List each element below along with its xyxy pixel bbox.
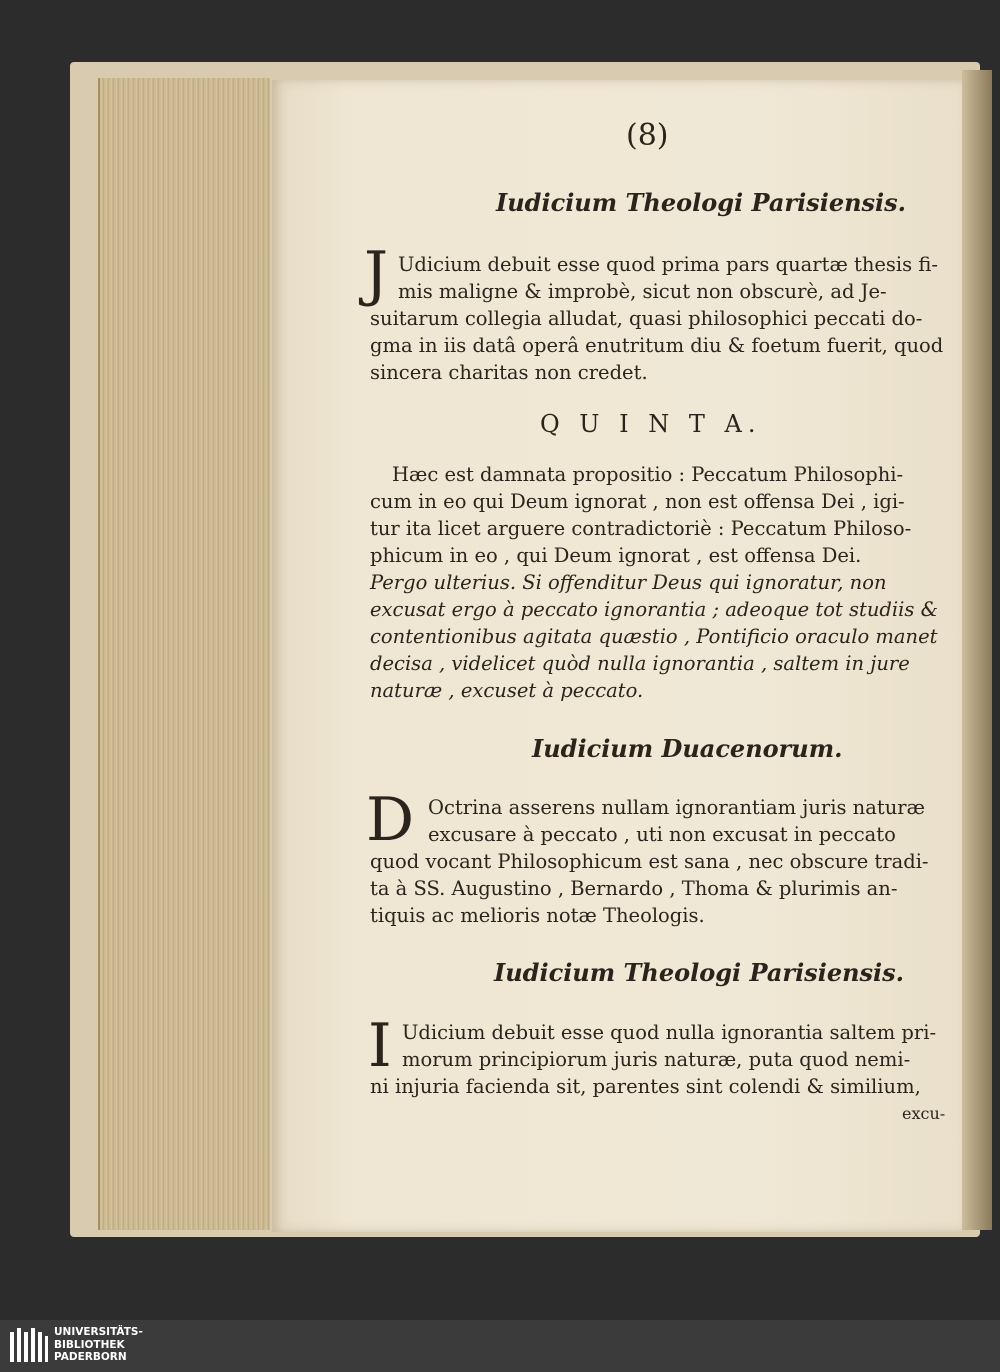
text-line: gma in iis datâ operâ enutritum diu & foetum fuerit, quod <box>370 334 944 357</box>
text-line: excusat ergo à peccato ignorantia ; adeoque tot studiis & <box>370 598 938 621</box>
text-line: Udicium debuit esse quod nulla ignorantia saltem pri- <box>402 1021 937 1044</box>
text-line: suitarum collegia alludat, quasi philosophici peccati do- <box>370 307 923 330</box>
library-logo-icon <box>8 1326 50 1366</box>
text-line: ta à SS. Augustino , Bernardo , Thoma & plurimis an- <box>370 877 898 900</box>
catchword: excu- <box>902 1104 946 1123</box>
section-heading-2: Q U I N T A. <box>540 410 762 438</box>
text-line: Udicium debuit esse quod prima pars quartæ thesis fi- <box>398 253 938 276</box>
text-line: tur ita licet arguere contradictoriè : Peccatum Philoso- <box>370 517 912 540</box>
text-line: naturæ , excuset à peccato. <box>370 679 644 702</box>
text-line: sincera charitas non credet. <box>370 361 648 384</box>
text-line: mis maligne & improbè, sicut non obscurè, ad Je- <box>398 280 887 303</box>
page-number: (8) <box>626 118 669 153</box>
library-name-line: PADERBORN <box>54 1351 127 1363</box>
text-line: Pergo ulterius. Si offenditur Deus qui ignoratur, non <box>370 571 887 594</box>
library-name-line: BIBLIOTHEK <box>54 1338 125 1351</box>
drop-initial-1: J <box>364 239 389 309</box>
text-line: ni injuria facienda sit, parentes sint colendi & similium, <box>370 1075 921 1098</box>
section-heading-3: Iudicium Duacenorum. <box>532 734 843 763</box>
text-line: cum in eo qui Deum ignorat , non est offensa Dei , igi- <box>370 490 905 513</box>
library-name-line: UNIVERSITÄTS- <box>54 1326 143 1338</box>
text-line: phicum in eo , qui Deum ignorat , est offensa Dei. <box>370 544 862 567</box>
text-line: tiquis ac melioris notæ Theologis. <box>370 904 705 927</box>
text-line: morum principiorum juris naturæ, puta quod nemi- <box>402 1048 911 1071</box>
section-heading-1: Iudicium Theologi Parisiensis. <box>496 188 907 217</box>
section-heading-4: Iudicium Theologi Parisiensis. <box>494 958 905 987</box>
text-line: Hæc est damnata propositio : Peccatum Philosophi- <box>392 463 904 486</box>
text-line: Octrina asserens nullam ignorantiam juris naturæ <box>428 796 925 819</box>
footer-bar <box>0 1320 1000 1372</box>
text-line: excusare à peccato , uti non excusat in peccato <box>428 823 896 846</box>
drop-initial-2: D <box>366 785 415 855</box>
library-name <box>54 1326 143 1364</box>
text-line: contentionibus agitata quæstio , Pontificio oraculo manet <box>370 625 938 648</box>
text-line: decisa , videlicet quòd nulla ignorantia , saltem in jure <box>370 652 910 675</box>
drop-initial-3: I <box>368 1011 392 1081</box>
page-edges <box>98 78 270 1230</box>
facing-page-edge <box>962 70 992 1230</box>
text-line: quod vocant Philosophicum est sana , nec obscure tradi- <box>370 850 929 873</box>
